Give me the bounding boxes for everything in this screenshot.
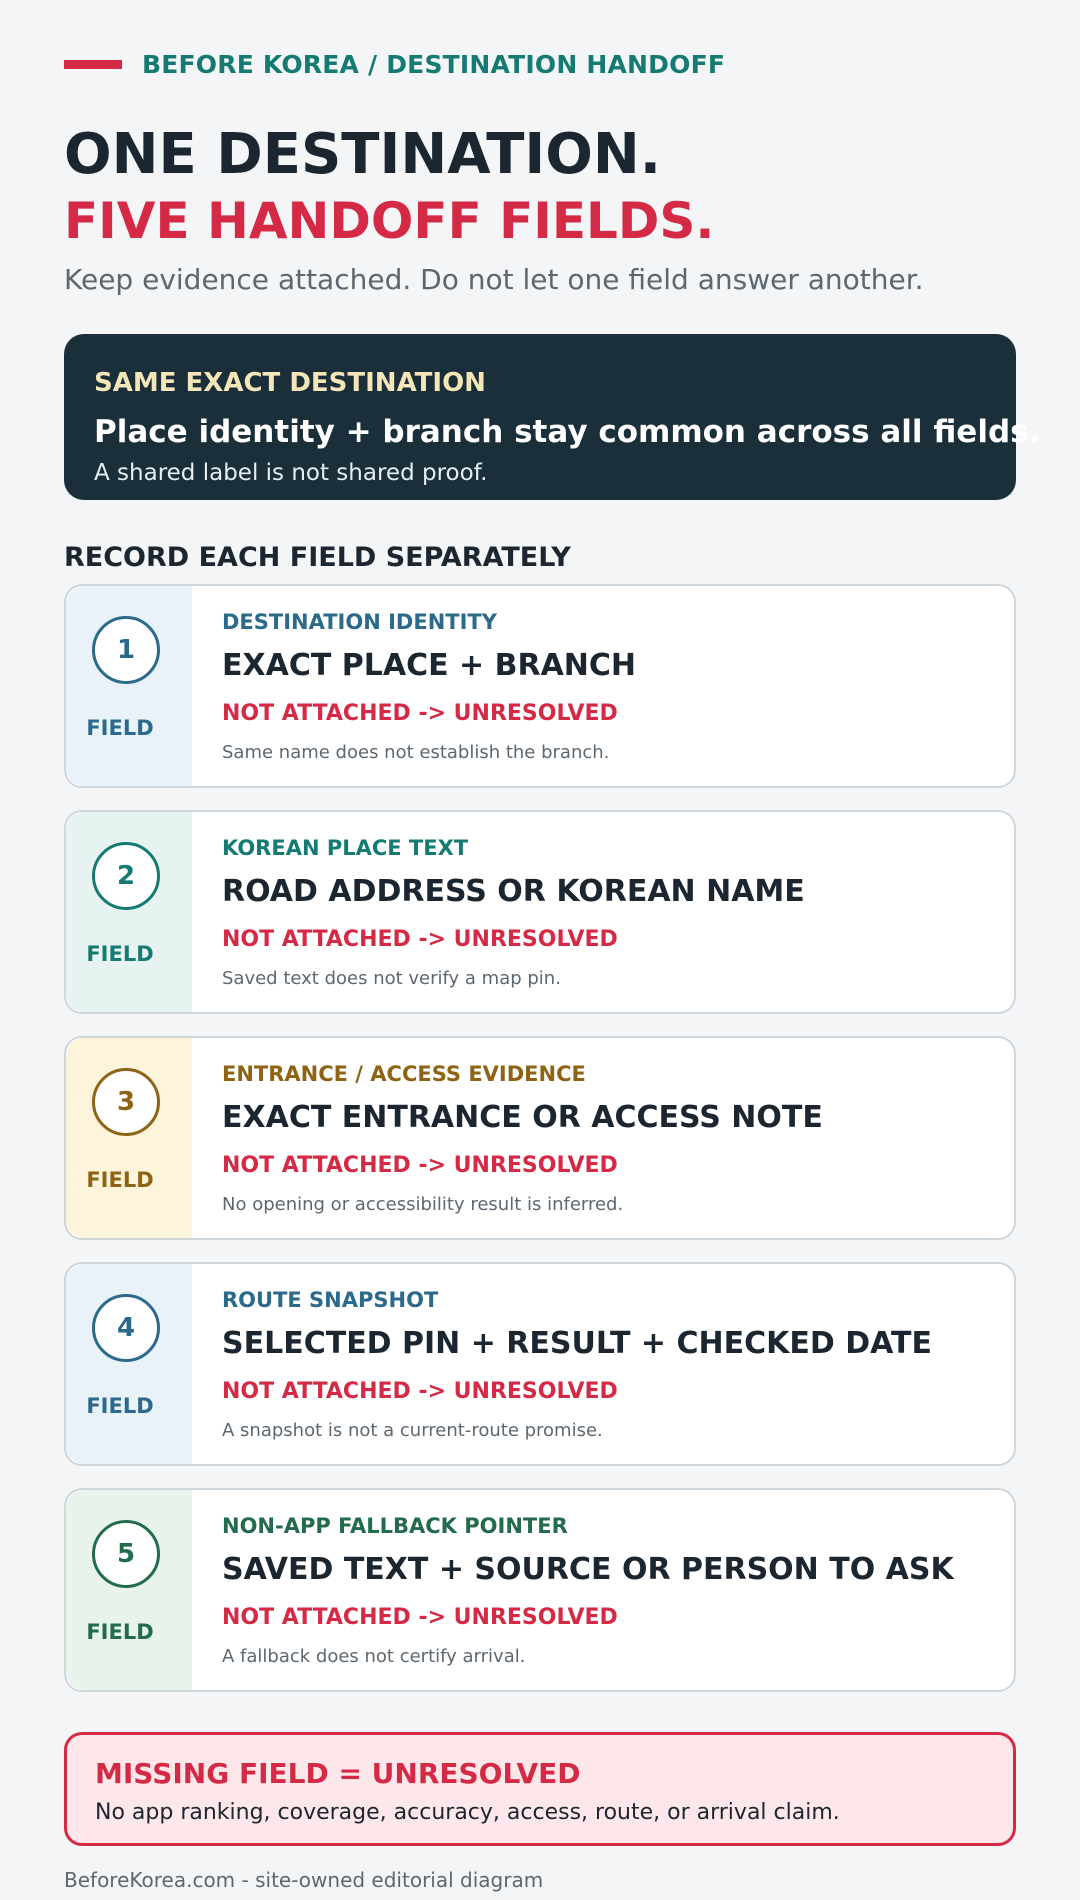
field-number-badge: 3 xyxy=(92,1068,160,1136)
field-card-left xyxy=(66,1038,192,1238)
field-card-4 xyxy=(64,1262,1016,1466)
field-card-2 xyxy=(64,810,1016,1014)
field-title: EXACT ENTRANCE OR ACCESS NOTE xyxy=(222,1100,823,1135)
field-card-5 xyxy=(64,1488,1016,1692)
missing-field-alert xyxy=(64,1732,1016,1846)
banner-kicker: SAME EXACT DESTINATION xyxy=(94,368,486,398)
field-number-badge: 5 xyxy=(92,1520,160,1588)
field-card-left xyxy=(66,1264,192,1464)
field-card-body xyxy=(222,1514,994,1667)
field-title: SELECTED PIN + RESULT + CHECKED DATE xyxy=(222,1326,932,1361)
field-note: A snapshot is not a current-route promise. xyxy=(222,1420,603,1441)
field-card-body xyxy=(222,1288,994,1441)
field-title: EXACT PLACE + BRANCH xyxy=(222,648,637,683)
field-card-body xyxy=(222,610,994,763)
field-kicker: DESTINATION IDENTITY xyxy=(222,610,497,634)
field-tag: FIELD xyxy=(86,1394,154,1418)
field-title: SAVED TEXT + SOURCE OR PERSON TO ASK xyxy=(222,1552,954,1587)
field-status: NOT ATTACHED -> UNRESOLVED xyxy=(222,1153,618,1178)
field-number-badge: 2 xyxy=(92,842,160,910)
field-kicker: KOREAN PLACE TEXT xyxy=(222,836,469,860)
alert-title: MISSING FIELD = UNRESOLVED xyxy=(95,1757,581,1790)
field-tag: FIELD xyxy=(86,716,154,740)
field-note: A fallback does not certify arrival. xyxy=(222,1646,526,1667)
alert-sub: No app ranking, coverage, accuracy, access, route, or arrival claim. xyxy=(95,1800,840,1825)
subtitle: Keep evidence attached. Do not let one field answer another. xyxy=(64,263,924,296)
field-kicker: NON-APP FALLBACK POINTER xyxy=(222,1514,568,1538)
field-tag: FIELD xyxy=(86,1620,154,1644)
field-card-left xyxy=(66,1490,192,1690)
field-status: NOT ATTACHED -> UNRESOLVED xyxy=(222,1605,618,1630)
field-kicker: ENTRANCE / ACCESS EVIDENCE xyxy=(222,1062,586,1086)
field-note: Same name does not establish the branch. xyxy=(222,742,610,763)
field-card-body xyxy=(222,1062,994,1215)
destination-banner xyxy=(64,334,1041,500)
accent-bar xyxy=(64,60,122,69)
field-card-body xyxy=(222,836,994,989)
field-card-left xyxy=(66,812,192,1012)
field-status: NOT ATTACHED -> UNRESOLVED xyxy=(222,701,618,726)
field-kicker: ROUTE SNAPSHOT xyxy=(222,1288,439,1312)
section-title: RECORD EACH FIELD SEPARATELY xyxy=(64,542,571,573)
field-title: ROAD ADDRESS OR KOREAN NAME xyxy=(222,874,805,909)
title-line-1: ONE DESTINATION. xyxy=(64,122,661,187)
field-tag: FIELD xyxy=(86,942,154,966)
field-note: Saved text does not verify a map pin. xyxy=(222,968,561,989)
field-card-1 xyxy=(64,584,1016,788)
footer-credit: BeforeKorea.com - site-owned editorial diagram xyxy=(64,1868,544,1892)
field-number-badge: 1 xyxy=(92,616,160,684)
banner-main: Place identity + branch stay common across all fields. xyxy=(94,414,1041,450)
banner-sub: A shared label is not shared proof. xyxy=(94,460,488,486)
field-status: NOT ATTACHED -> UNRESOLVED xyxy=(222,927,618,952)
header-kicker: BEFORE KOREA / DESTINATION HANDOFF xyxy=(142,50,726,79)
header-kicker-row xyxy=(64,50,725,79)
field-tag: FIELD xyxy=(86,1168,154,1192)
title-line-2: FIVE HANDOFF FIELDS. xyxy=(64,192,715,250)
field-card-3 xyxy=(64,1036,1016,1240)
field-card-left xyxy=(66,586,192,786)
field-number-badge: 4 xyxy=(92,1294,160,1362)
field-note: No opening or accessibility result is inferred. xyxy=(222,1194,624,1215)
field-status: NOT ATTACHED -> UNRESOLVED xyxy=(222,1379,618,1404)
